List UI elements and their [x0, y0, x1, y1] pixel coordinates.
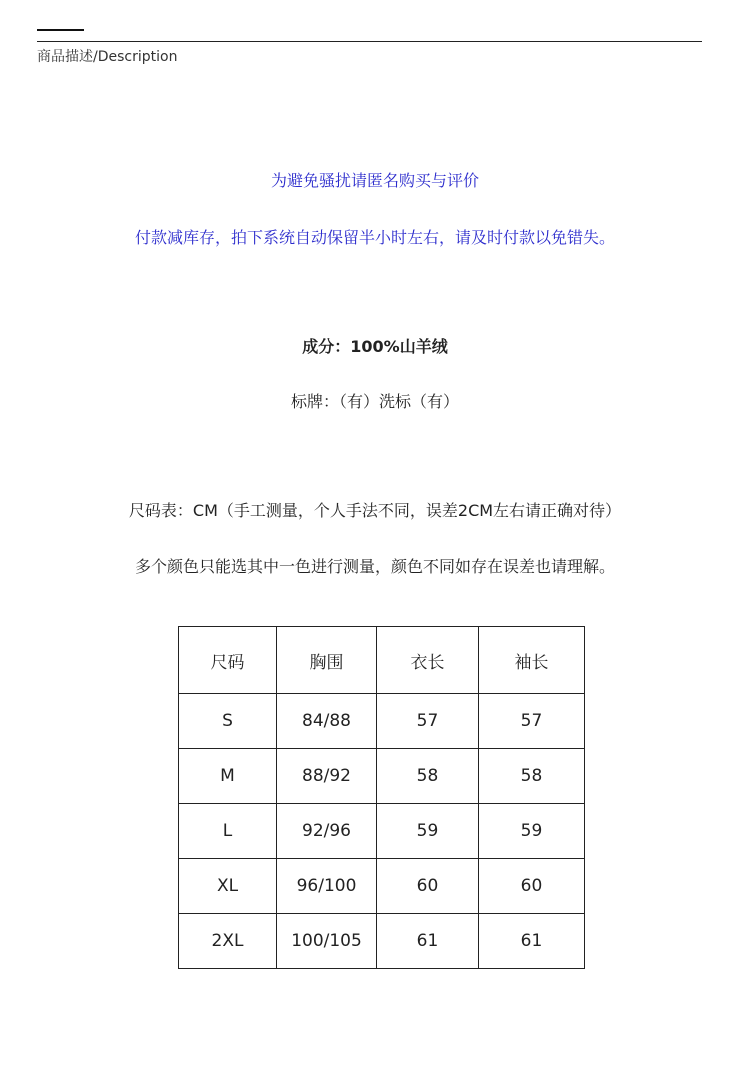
table-header-row [179, 627, 585, 694]
size-table [178, 626, 585, 969]
header-sleeve: 袖长 [479, 627, 585, 694]
anonymous-purchase-notice: 为避免骚扰请匿名购买与评价 [270, 171, 479, 190]
cell-size: S [179, 694, 277, 749]
section-title: 商品描述/Description [37, 49, 178, 65]
table-row [179, 749, 585, 804]
cell-size: 2XL [179, 914, 277, 969]
header-length: 衣长 [377, 627, 479, 694]
cell-sleeve: 60 [479, 859, 585, 914]
cell-chest: 84/88 [277, 694, 377, 749]
payment-notice: 付款减库存，拍下系统自动保留半小时左右，请及时付款以免错失。 [134, 228, 615, 247]
table-row [179, 859, 585, 914]
color-measure-note: 多个颜色只能选其中一色进行测量，颜色不同如存在误差也请理解。 [134, 557, 615, 576]
cell-chest: 96/100 [277, 859, 377, 914]
size-chart-note: 尺码表：CM（手工测量，个人手法不同，误差2CM左右请正确对待） [128, 501, 622, 520]
table-row [179, 914, 585, 969]
cell-size: L [179, 804, 277, 859]
header-divider [37, 41, 702, 42]
cell-chest: 100/105 [277, 914, 377, 969]
cell-chest: 88/92 [277, 749, 377, 804]
cell-length: 60 [377, 859, 479, 914]
cell-length: 58 [377, 749, 479, 804]
cell-sleeve: 61 [479, 914, 585, 969]
header-accent-bar [37, 29, 84, 31]
cell-size: M [179, 749, 277, 804]
header-size: 尺码 [179, 627, 277, 694]
cell-length: 57 [377, 694, 479, 749]
cell-sleeve: 59 [479, 804, 585, 859]
material-composition: 成分：100%山羊绒 [302, 337, 448, 356]
label-info: 标牌：（有）洗标（有） [290, 392, 459, 411]
table-row [179, 804, 585, 859]
cell-size: XL [179, 859, 277, 914]
cell-length: 61 [377, 914, 479, 969]
table-row [179, 694, 585, 749]
cell-sleeve: 57 [479, 694, 585, 749]
cell-length: 59 [377, 804, 479, 859]
header-chest: 胸围 [277, 627, 377, 694]
cell-sleeve: 58 [479, 749, 585, 804]
cell-chest: 92/96 [277, 804, 377, 859]
